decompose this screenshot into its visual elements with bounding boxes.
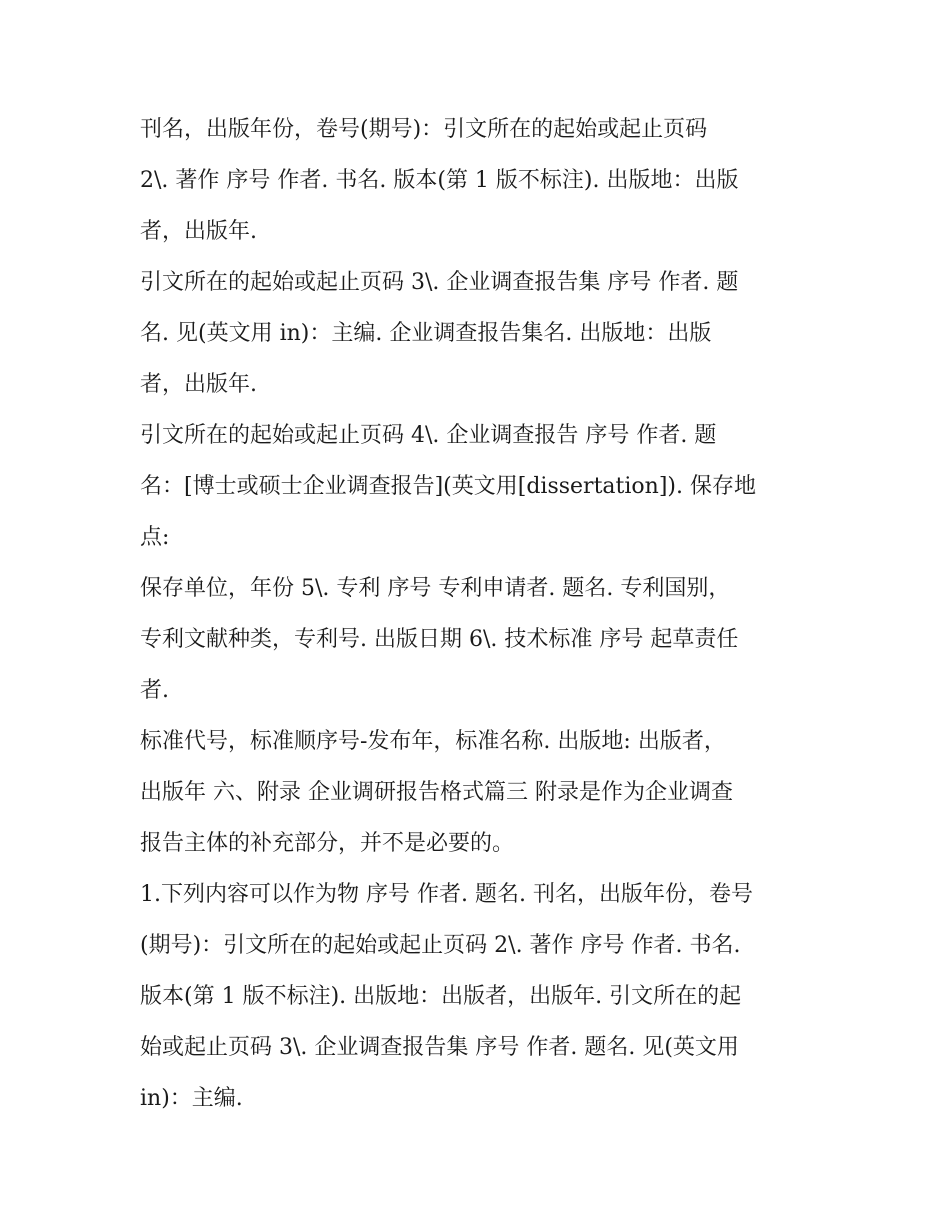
- text-line: 始或起止页码 3\. 企业调查报告集 序号 作者. 题名. 见(英文用: [140, 1035, 739, 1060]
- text-line: 1.下列内容可以作为物 序号 作者. 题名. 刊名，出版年份，卷号: [140, 882, 753, 907]
- body-text: [140, 104, 830, 1124]
- text-line: 引文所在的起始或起止页码 3\. 企业调查报告集 序号 作者. 题: [140, 270, 739, 295]
- text-line: 出版年 六、附录 企业调研报告格式篇三 附录是作为企业调查: [140, 780, 733, 805]
- text-line: 引文所在的起始或起止页码 4\. 企业调查报告 序号 作者. 题: [140, 423, 717, 448]
- text-line: 专利文献种类，专利号. 出版日期 6\. 技术标准 序号 起草责任: [140, 627, 739, 652]
- text-line: (期号)：引文所在的起始或起止页码 2\. 著作 序号 作者. 书名.: [140, 933, 741, 958]
- text-line: 2\. 著作 序号 作者. 书名. 版本(第 1 版不标注). 出版地：出版: [140, 168, 739, 193]
- text-line: 者，出版年.: [140, 219, 257, 244]
- text-line: 刊名，出版年份，卷号(期号)：引文所在的起始或起止页码: [140, 117, 708, 142]
- text-line: 名. 见(英文用 in)：主编. 企业调查报告集名. 出版地：出版: [140, 321, 712, 346]
- text-line: 版本(第 1 版不标注). 出版地：出版者，出版年. 引文所在的起: [140, 984, 742, 1009]
- text-line: 名：[博士或硕士企业调查报告](英文用[dissertation]). 保存地: [140, 474, 756, 499]
- text-line: 保存单位，年份 5\. 专利 序号 专利申请者. 题名. 专利国别，: [140, 576, 731, 601]
- text-line: 标准代号，标准顺序号-发布年，标准名称. 出版地: 出版者，: [140, 729, 726, 754]
- text-line: 点:: [140, 525, 170, 550]
- text-line: 者.: [140, 678, 169, 703]
- text-line: in)：主编.: [140, 1086, 243, 1111]
- text-line: 报告主体的补充部分，并不是必要的。: [140, 831, 515, 856]
- text-line: 者，出版年.: [140, 372, 257, 397]
